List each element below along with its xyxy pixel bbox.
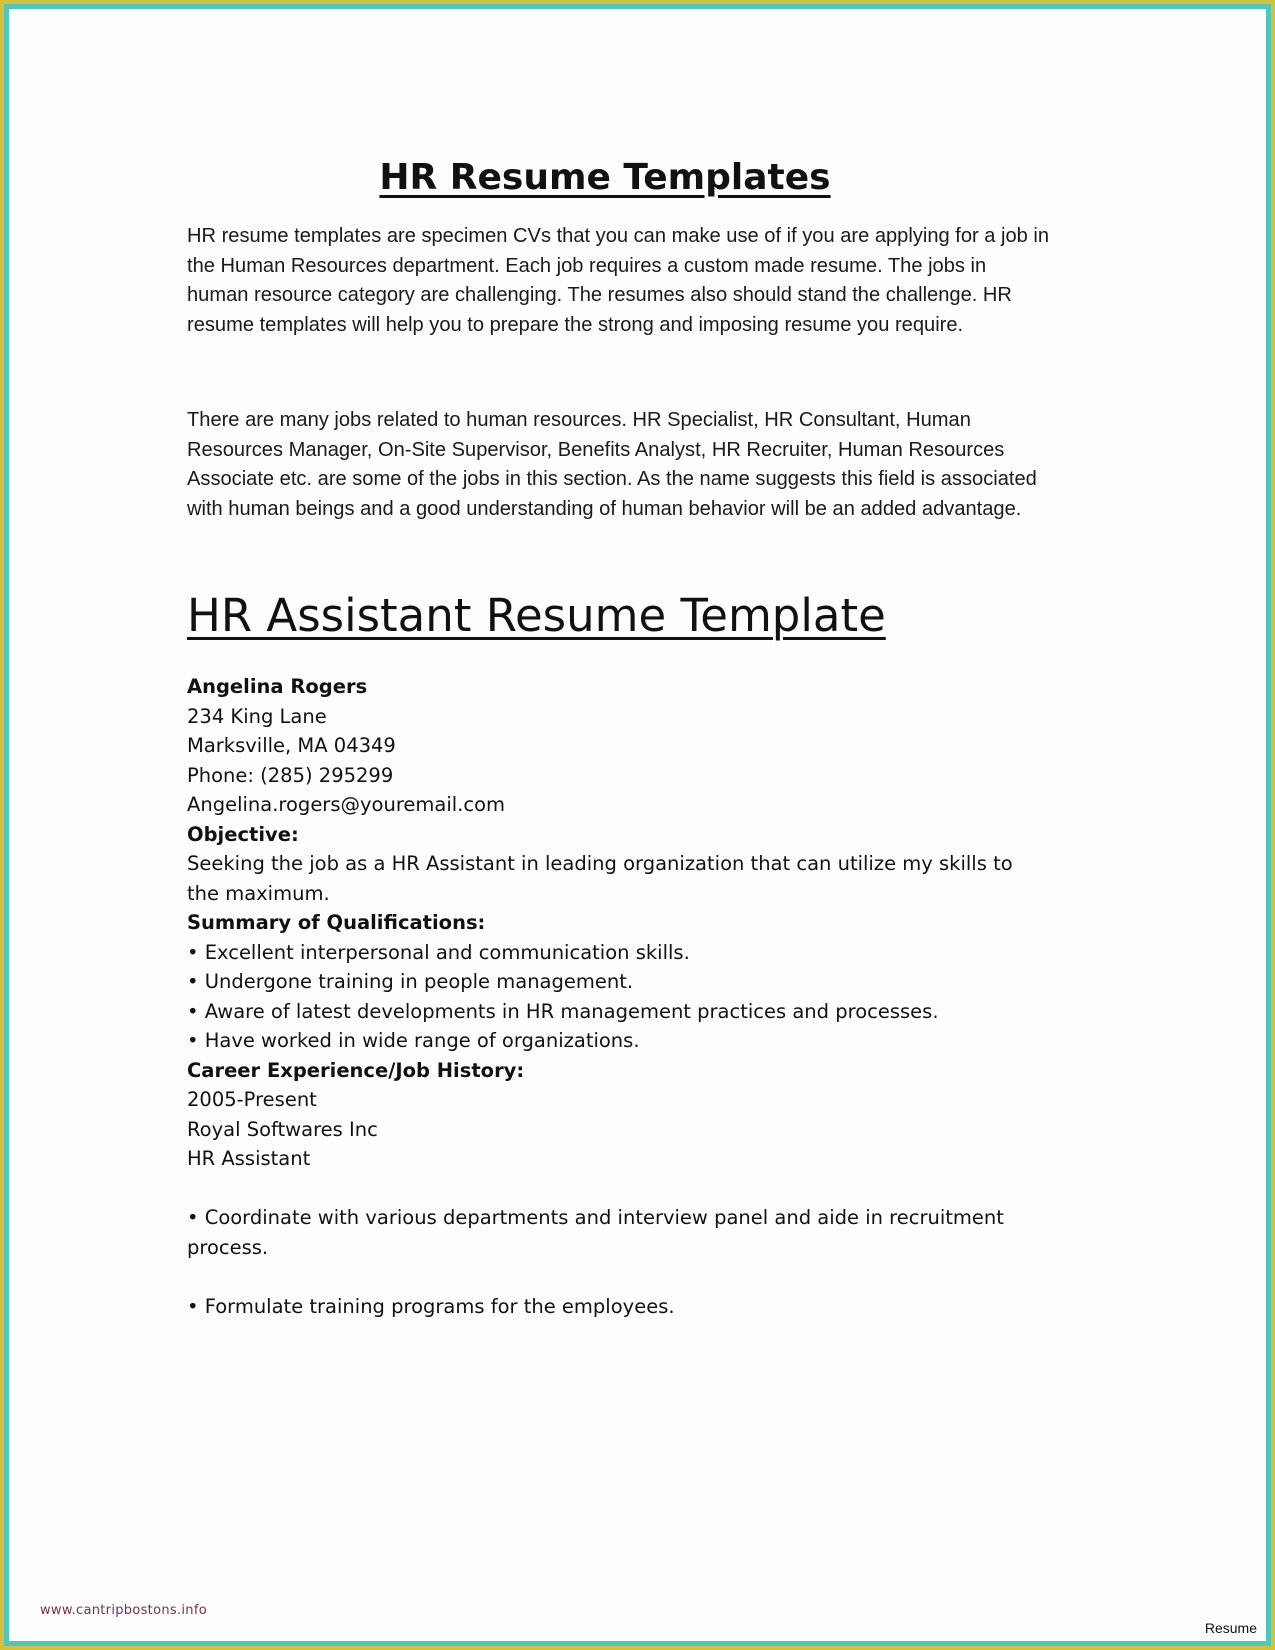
resume-body <box>187 672 1067 1321</box>
experience-role: HR Assistant <box>187 1147 311 1170</box>
spacer <box>187 1262 1067 1292</box>
objective-label: Objective: <box>187 822 299 846</box>
intro-text-2: There are many jobs related to human resources. HR Specialist, HR Consultant, Human Resources Manager, On-Site Supervisor, Benefits Analyst, HR Recruiter, Human Resources Associate etc. are some of the jobs in this section. As the name suggests this field is associated with human beings and a good understanding of human behavior will be an added advantage. <box>187 408 1037 520</box>
duty-item: • Formulate training programs for the employees. <box>187 1294 675 1318</box>
qualification-item: • Undergone training in people management. <box>187 970 634 993</box>
intro-paragraph-2 <box>187 405 1049 523</box>
qualification-item: • Excellent interpersonal and communication skills. <box>187 940 690 964</box>
watermark-link[interactable]: www.cantripbostons.info <box>40 1603 207 1618</box>
resume-email: Angelina.rogers@youremail.com <box>187 793 506 816</box>
duty-item: • Coordinate with various departments and interview panel and aide in recruitment process. <box>187 1206 1004 1259</box>
experience-period: 2005-Present <box>187 1088 317 1111</box>
resume-phone: Phone: (285) 295299 <box>187 763 394 787</box>
qualifications-label: Summary of Qualifications: <box>187 911 486 934</box>
document-title: HR Resume Templates <box>379 157 831 198</box>
document-page <box>9 9 1266 1641</box>
experience-label: Career Experience/Job History: <box>187 1058 525 1082</box>
qualification-item: • Aware of latest developments in HR management practices and processes. <box>187 999 939 1023</box>
experience-company: Royal Softwares Inc <box>187 1117 378 1141</box>
intro-paragraph-1 <box>187 221 1049 339</box>
spacer <box>187 1174 1067 1204</box>
resume-address-line1: 234 King Lane <box>187 704 327 728</box>
section-heading: HR Assistant Resume Template <box>187 589 886 642</box>
resume-name: Angelina Rogers <box>187 675 368 698</box>
intro-text-1: HR resume templates are specimen CVs that you can make use of if you are applying for a job in the Human Resources department. Each job requires a custom made resume. The jobs in human resource category are challenging. The resumes also should stand the challenge. HR resume templates will help you to prepare the strong and imposing resume you require. <box>187 224 1050 336</box>
resume-address-line2: Marksville, MA 04349 <box>187 734 396 757</box>
qualification-item: • Have worked in wide range of organizations. <box>187 1029 640 1052</box>
corner-label: Resume <box>1204 1620 1257 1636</box>
objective-text: Seeking the job as a HR Assistant in leading organization that can utilize my skills to the maximum. <box>187 852 1013 905</box>
